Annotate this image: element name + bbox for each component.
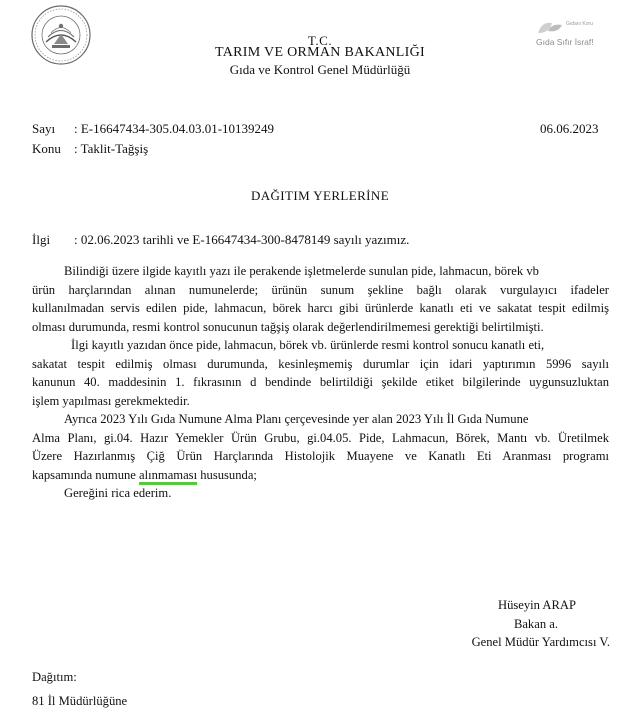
paragraph-line: Ayrıca 2023 Yılı Gıda Numune Alma Planı çerçevesinde yer alan 2023 Yılı İl Gıda Numune bbox=[64, 412, 529, 426]
campaign-logo-small-text: Gıdanı Koru bbox=[566, 21, 593, 27]
paragraph-line: olması durumunda, resmi kontrol sonucunun tağşiş olarak değerlendirilmemesi gerektiği belirtilmişti. bbox=[32, 319, 544, 334]
header-tc: T.C. bbox=[307, 33, 333, 48]
paragraph-line: sakatat tespit edilmiş olması durumunda, kesinleşmemiş durumlar için idari yaptırımın 5996 sayılı bbox=[32, 356, 609, 371]
document-title: DAĞITIM YERLERİNE bbox=[250, 188, 390, 203]
distribution-item: 81 İl Müdürlüğüne bbox=[32, 694, 128, 708]
text-fragment: kapsamında numune bbox=[32, 467, 140, 482]
text-fragment: hususunda; bbox=[197, 467, 257, 482]
signer-title-2: Genel Müdür Yardımcısı V. bbox=[471, 635, 610, 649]
signature-block bbox=[440, 596, 610, 652]
signer-name: Hüseyin ARAP bbox=[497, 598, 576, 612]
paragraph-line: kanunun 40. maddesinin 1. fıkrasının d bendinde belirtildiği şekilde etiket bilgilerinde uygunsuzluktan bbox=[32, 375, 609, 390]
sayi-value: : E-16647434-305.04.03.01-10139249 bbox=[74, 121, 275, 136]
konu-label: Konu bbox=[32, 141, 61, 156]
body-paragraph-3 bbox=[32, 410, 609, 503]
directorate-name: Gıda ve Kontrol Genel Müdürlüğü bbox=[229, 62, 411, 77]
ministry-name: TARIM VE ORMAN BAKANLIĞI bbox=[215, 45, 425, 60]
body-paragraph-2 bbox=[32, 336, 609, 410]
document-date: 06.06.2023 bbox=[540, 121, 599, 136]
ilgi-value: : 02.06.2023 tarihli ve E-16647434-300-8478149 sayılı yazımız. bbox=[74, 232, 410, 247]
distribution-label: Dağıtım: bbox=[32, 670, 77, 684]
campaign-logo-text: Gıda Sıfır İsraf! bbox=[536, 37, 594, 47]
konu-value: : Taklit-Tağşiş bbox=[74, 141, 149, 156]
paragraph-line: ürün harçlarından alınan numunelerde; ürünün sunum şekline bağlı olarak vurgulayıcı ifadeler bbox=[32, 282, 609, 297]
leaf-logo-icon bbox=[536, 19, 564, 37]
paragraph-line: işlem yapılması gerekmektedir. bbox=[32, 393, 190, 408]
closing-line: Gereğini rica ederim. bbox=[64, 486, 172, 501]
ilgi-label: İlgi bbox=[32, 232, 51, 247]
paragraph-line: Alma Planı, gi.04. Hazır Yemekler Ürün Grubu, gi.04.05. Pide, Lahmacun, Börek, Mantı vb. Üretilmek bbox=[32, 430, 609, 445]
paragraph-line: İlgi kayıtlı yazıdan önce pide, lahmacun, börek vb. ürünlerde resmi kontrol sonucu kanatlı eti, bbox=[71, 338, 545, 352]
paragraph-line: Üzere Hazırlanmış Çiğ Ürün Harçlarında Histolojik Muayene ve Kanatlı Eti Aranması programı bbox=[32, 449, 609, 464]
paragraph-line: kullanılmadan servis edilen pide, lahmacun, börek harcı gibi ürünlerde kanatlı eti ve sakatat tespit edilmiş bbox=[32, 301, 609, 316]
campaign-logo bbox=[534, 17, 620, 53]
signer-title-1: Bakan a. bbox=[513, 616, 558, 631]
sayi-label: Sayı bbox=[32, 121, 56, 136]
body-paragraph-1 bbox=[32, 262, 609, 336]
paragraph-line bbox=[32, 466, 609, 485]
paragraph-line: Bilindiği üzere ilgide kayıtlı yazı ile perakende işletmelerde sunulan pide, lahmacun, börek vb bbox=[64, 264, 539, 278]
highlighted-word: alınmaması bbox=[139, 467, 198, 482]
